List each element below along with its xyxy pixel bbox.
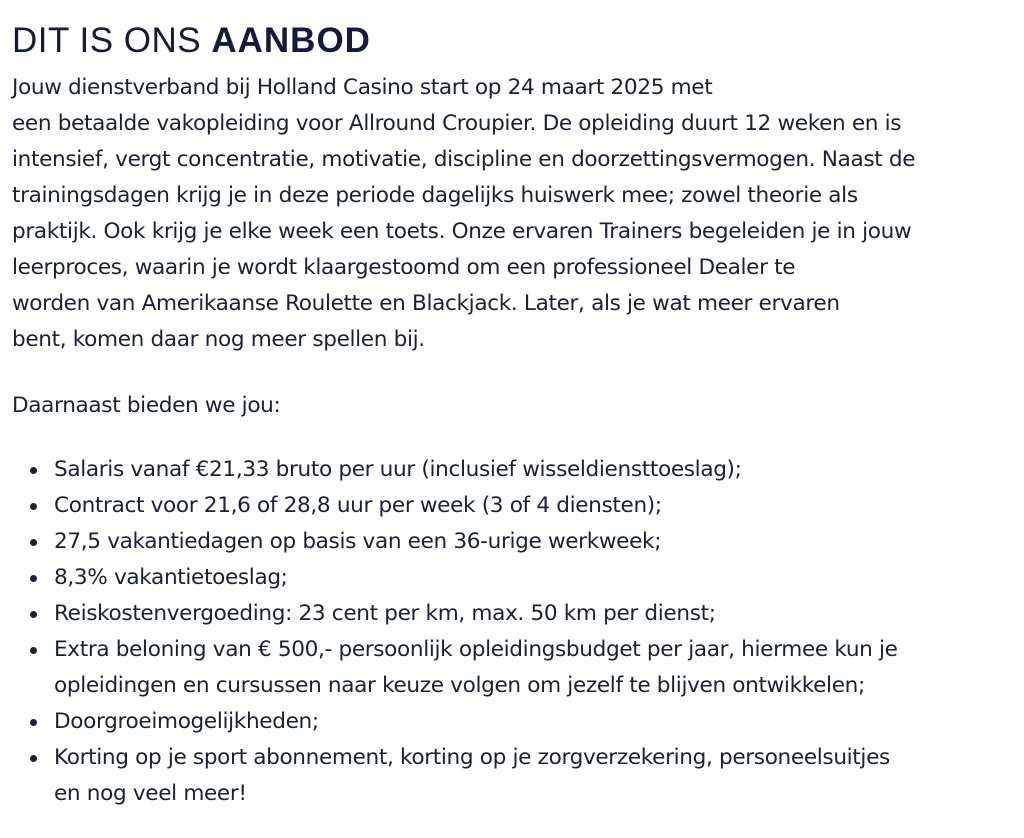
benefit-text: Contract voor 21,6 of 28,8 uur per week (3 of 4 diensten); — [54, 493, 662, 518]
intro-line: Jouw dienstverband bij Holland Casino start op 24 maart 2025 met — [12, 75, 713, 100]
bullet-icon — [30, 467, 37, 474]
bullet-icon — [30, 539, 37, 546]
intro-paragraph — [12, 70, 1014, 358]
bullet-icon — [30, 503, 37, 510]
heading-light: DIT IS ONS — [12, 21, 212, 60]
benefit-text: Korting op je sport abonnement, korting op je zorgverzekering, personeelsuitjes — [54, 745, 890, 770]
benefit-item-discounts — [54, 740, 1014, 812]
heading-bold: AANBOD — [211, 21, 371, 60]
intro-line: leerproces, waarin je wordt klaargestoomd om een professioneel Dealer te — [12, 255, 796, 280]
section-heading — [12, 18, 1014, 64]
benefit-text-continued: opleidingen en cursussen naar keuze volgen om jezelf te blijven ontwikkelen; — [54, 673, 865, 698]
benefit-text-continued: en nog veel meer! — [54, 781, 247, 806]
intro-line: trainingsdagen krijg je in deze periode dagelijks huiswerk mee; zowel theorie als — [12, 183, 858, 208]
benefit-text: Reiskostenvergoeding: 23 cent per km, max. 50 km per dienst; — [54, 601, 716, 626]
benefits-list — [12, 452, 1014, 812]
benefit-text: Salaris vanaf €21,33 bruto per uur (inclusief wisseldiensttoeslag); — [54, 457, 742, 482]
benefit-item-education-budget — [54, 632, 1014, 704]
intro-line: intensief, vergt concentratie, motivatie, discipline en doorzettingsvermogen. Naast de — [12, 147, 916, 172]
benefit-item-salary — [54, 452, 1014, 488]
benefit-item-contract — [54, 488, 1014, 524]
bullet-icon — [30, 647, 37, 654]
benefits-lead: Daarnaast bieden we jou: — [12, 393, 281, 418]
bullet-icon — [30, 575, 37, 582]
benefit-item-vacation-allowance — [54, 560, 1014, 596]
intro-line: worden van Amerikaanse Roulette en Blackjack. Later, als je wat meer ervaren — [12, 291, 840, 316]
benefit-item-travel-allowance — [54, 596, 1014, 632]
bullet-icon — [30, 611, 37, 618]
bullet-icon — [30, 719, 37, 726]
bullet-icon — [30, 755, 37, 762]
intro-line: een betaalde vakopleiding voor Allround Croupier. De opleiding duurt 12 weken en is — [12, 111, 902, 136]
benefit-text: Doorgroeimogelijkheden; — [54, 709, 319, 734]
intro-line: bent, komen daar nog meer spellen bij. — [12, 327, 425, 352]
benefit-item-vacation-days — [54, 524, 1014, 560]
benefit-item-growth — [54, 704, 1014, 740]
benefit-text: Extra beloning van € 500,- persoonlijk opleidingsbudget per jaar, hiermee kun je — [54, 637, 898, 662]
intro-line: praktijk. Ook krijg je elke week een toets. Onze ervaren Trainers begeleiden je in jouw — [12, 219, 912, 244]
benefit-text: 27,5 vakantiedagen op basis van een 36-urige werkweek; — [54, 529, 662, 554]
benefit-text: 8,3% vakantietoeslag; — [54, 565, 288, 590]
